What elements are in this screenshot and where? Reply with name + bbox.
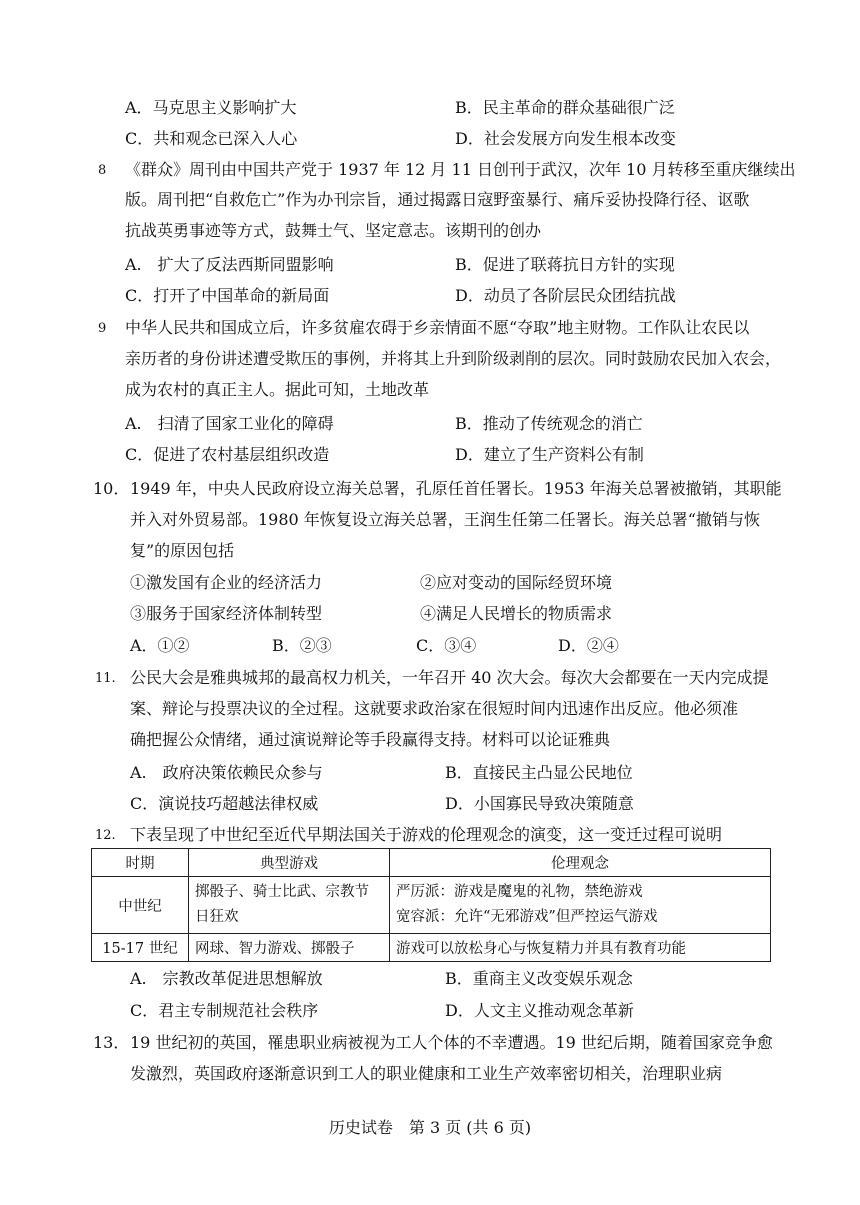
question-text: 案、辩论与投票决议的全过程。这就要求政治家在很短时间内迅速作出反应。他必须准: [130, 699, 739, 718]
option-d: D．动员了各阶层民众团结抗战: [455, 286, 676, 305]
option-b: B．民主革命的群众基础很广泛: [455, 98, 675, 117]
table-cell-games: [189, 877, 390, 934]
option-d: D．②④: [558, 636, 619, 655]
option-a: A. 扩大了反法西斯同盟影响: [125, 255, 334, 274]
option-a: A. 扫清了国家工业化的障碍: [125, 414, 334, 433]
table-cell-period: 15-17 世纪: [92, 934, 189, 962]
option-a: A. 政府决策依赖民众参与: [130, 763, 323, 782]
question-text: 下表呈现了中世纪至近代早期法国关于游戏的伦理观念的演变，这一变迁过程可说明: [130, 825, 723, 844]
table-row: [92, 934, 771, 962]
option-a: A．①②: [130, 636, 190, 655]
option-c: C．促进了农村基层组织改造: [125, 445, 330, 464]
cell-line: 掷骰子、骑士比武、宗教节: [195, 884, 369, 900]
question-number: 9: [98, 321, 107, 336]
option-b: B．②③: [272, 636, 332, 655]
question-text: 发激烈，英国政府逐渐意识到工人的职业健康和工业生产效率密切相关，治理职业病: [130, 1064, 723, 1083]
cell-line: 严厉派：游戏是魔鬼的礼物，禁绝游戏: [396, 884, 643, 900]
table-header-cell: 伦理观念: [390, 849, 771, 877]
option-b: B．直接民主凸显公民地位: [445, 763, 633, 782]
question-text: 并入对外贸易部。1980 年恢复设立海关总署，王润生任第二任署长。海关总署“撤销与恢: [130, 510, 760, 529]
statement-item: ①激发国有企业的经济活力: [130, 573, 323, 592]
table-cell-ethics: 游戏可以放松身心与恢复精力并具有教育功能: [390, 934, 771, 962]
question-text: 成为农村的真正主人。据此可知，土地改革: [125, 380, 430, 399]
option-d: D．建立了生产资料公有制: [455, 445, 644, 464]
option-a: A. 宗教改革促进思想解放: [130, 969, 323, 988]
table-header-row: [92, 849, 771, 877]
question-number: 11.: [95, 671, 116, 686]
option-d: D．人文主义推动观念革新: [445, 1001, 634, 1020]
option-c: C．共和观念已深入人心: [125, 129, 298, 148]
page-footer: 历史试卷 第 3 页 (共 6 页): [328, 1118, 532, 1137]
question-number: 12.: [95, 828, 116, 843]
question-text: 抗战英勇事迹等方式，鼓舞士气、坚定意志。该期刊的创办: [125, 221, 542, 240]
question-number: 13．: [93, 1033, 130, 1052]
table-cell-ethics: [390, 877, 771, 934]
option-b: B．重商主义改变娱乐观念: [445, 969, 633, 988]
question-text: 亲历者的身份讲述遭受欺压的事例，并将其上升到阶级剥削的层次。同时鼓励农民加入农会，: [125, 349, 782, 368]
question-text: 版。周刊把“自救危亡”作为办刊宗旨，通过揭露日寇野蛮暴行、痛斥妥协投降行径、讴歌: [125, 190, 750, 209]
option-c: C．③④: [416, 636, 477, 655]
table-row: [92, 877, 771, 934]
option-a: A．马克思主义影响扩大: [125, 98, 297, 117]
option-c: C．打开了中国革命的新局面: [125, 286, 330, 305]
history-table: [91, 848, 771, 962]
statement-item: ④满足人民增长的物质需求: [420, 604, 613, 623]
statement-item: ②应对变动的国际经贸环境: [420, 573, 613, 592]
cell-line: 日狂欢: [195, 909, 239, 925]
question-text: 19 世纪初的英国，罹患职业病被视为工人个体的不幸遭遇。19 世纪后期，随着国家竞争愈: [130, 1033, 773, 1052]
table-cell-period: 中世纪: [92, 877, 189, 934]
table-header-cell: 时期: [92, 849, 189, 877]
question-text: 公民大会是雅典城邦的最高权力机关，一年召开 40 次大会。每次大会都要在一天内完成提: [130, 668, 769, 687]
statement-item: ③服务于国家经济体制转型: [130, 604, 323, 623]
option-c: C．演说技巧超越法律权威: [130, 794, 319, 813]
cell-line: 宽容派：允许“无邪游戏”但严控运气游戏: [396, 909, 658, 925]
option-d: D．社会发展方向发生根本改变: [455, 129, 676, 148]
question-text: 中华人民共和国成立后，许多贫雇农碍于乡亲情面不愿“夺取”地主财物。工作队让农民以: [125, 318, 750, 337]
option-b: B．推动了传统观念的消亡: [455, 414, 643, 433]
option-d: D．小国寡民导致决策随意: [445, 794, 634, 813]
option-c: C．君主专制规范社会秩序: [130, 1001, 319, 1020]
question-number: 10．: [93, 479, 130, 498]
question-number: 8: [98, 163, 107, 178]
question-text: 复”的原因包括: [130, 541, 235, 560]
question-text: 1949 年，中央人民政府设立海关总署，孔原任首任署长。1953 年海关总署被撤销，其职能: [130, 479, 782, 498]
question-text: 《群众》周刊由中国共产党于 1937 年 12 月 11 日创刊于武汉，次年 10 月转移至重庆继续出: [125, 160, 796, 179]
question-text: 确把握公众情绪，通过演说辩论等手段赢得支持。材料可以论证雅典: [130, 730, 611, 749]
table-header-cell: 典型游戏: [189, 849, 390, 877]
table-cell-games: 网球、智力游戏、掷骰子: [189, 934, 390, 962]
option-b: B．促进了联蒋抗日方针的实现: [455, 255, 675, 274]
